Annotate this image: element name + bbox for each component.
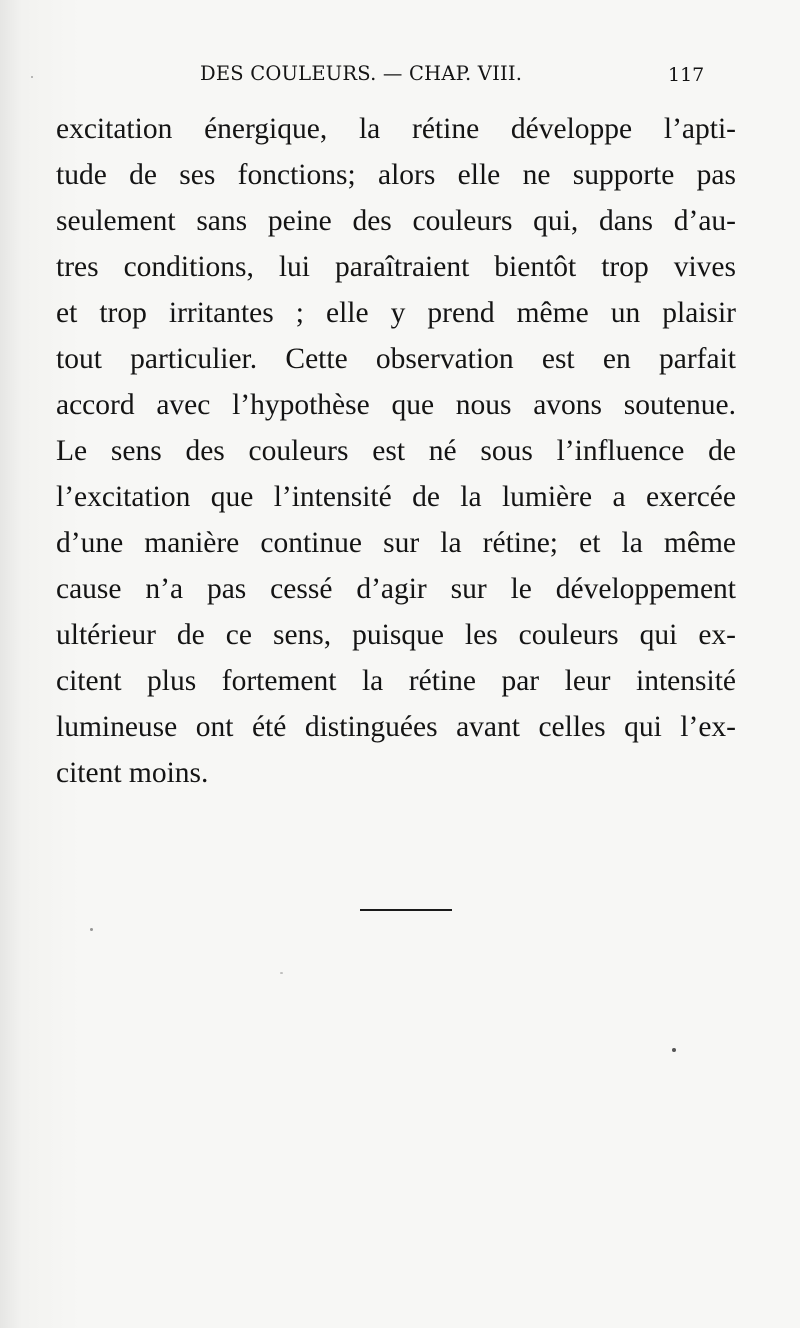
section-end-rule (360, 909, 452, 911)
text-line: lumineuse ont été distinguées avant celles qui l’ex- (56, 711, 736, 743)
print-speck (280, 972, 283, 974)
text-line: tres conditions, lui paraîtraient bientôt trop vives (56, 251, 736, 283)
text-line: accord avec l’hypothèse que nous avons soutenue. (56, 389, 736, 421)
text-line: cause n’a pas cessé d’agir sur le développement (56, 573, 736, 605)
text-line: Le sens des couleurs est né sous l’influence de (56, 435, 736, 467)
text-line: citent plus fortement la rétine par leur intensité (56, 665, 736, 697)
text-line: excitation énergique, la rétine développe l’apti- (56, 113, 736, 145)
text-line: citent moins. (56, 757, 209, 789)
text-line: tude de ses fonctions; alors elle ne supporte pas (56, 159, 736, 191)
text-line: tout particulier. Cette observation est en parfait (56, 343, 736, 375)
print-speck (90, 928, 93, 931)
body-paragraph (56, 106, 736, 796)
text-line: et trop irritantes ; elle y prend même un plaisir (56, 297, 736, 329)
print-speck (31, 76, 33, 78)
page-number: 117 (668, 64, 705, 86)
text-line: seulement sans peine des couleurs qui, dans d’au- (56, 205, 736, 237)
text-line: l’excitation que l’intensité de la lumière a exercée (56, 481, 736, 513)
text-line: d’une manière continue sur la rétine; et la même (56, 527, 736, 559)
text-line: ultérieur de ce sens, puisque les couleurs qui ex- (56, 619, 736, 651)
running-title: DES COULEURS. — CHAP. VIII. (200, 62, 523, 85)
print-speck (672, 1048, 676, 1052)
page-header (0, 62, 800, 92)
